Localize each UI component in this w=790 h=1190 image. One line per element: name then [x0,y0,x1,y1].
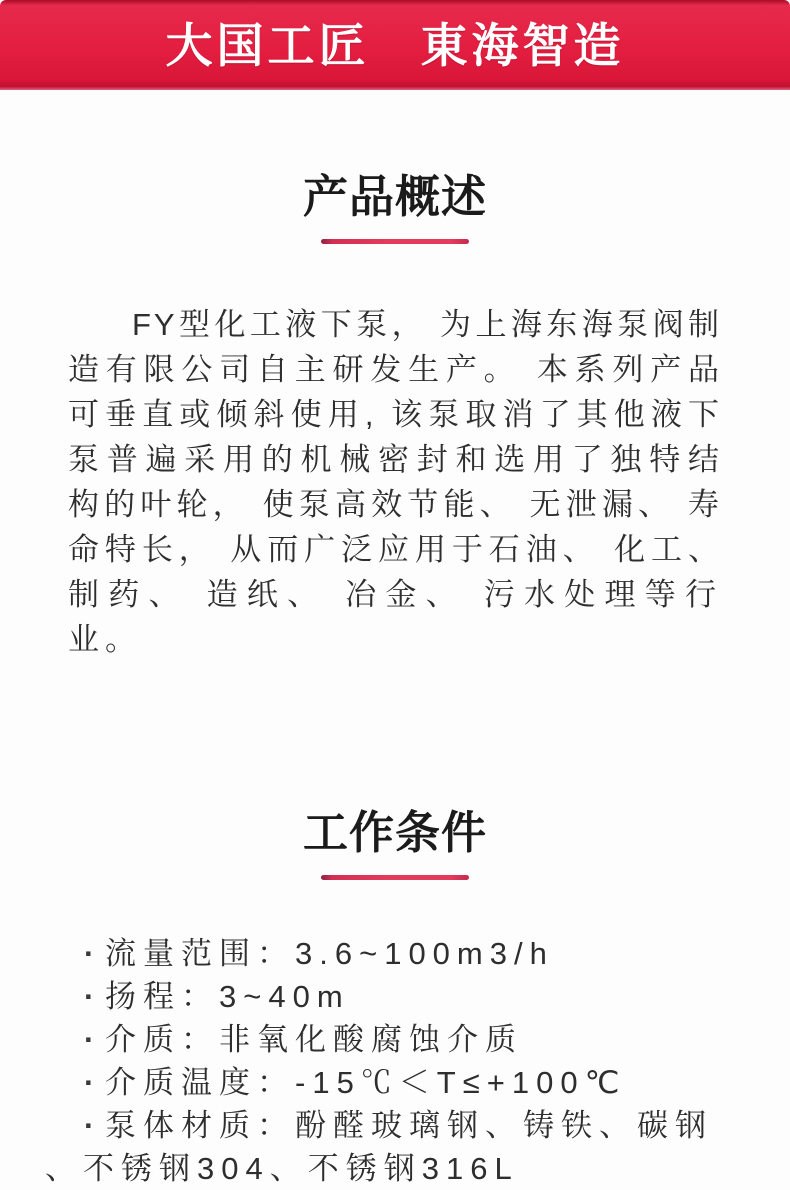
banner-title: 大国工匠 東海智造 [165,18,625,72]
list-item [0,1018,790,1061]
section-conditions [0,806,790,1190]
list-item-text: 泵体材质：酚醛玻璃钢、铸铁、碳钢 [105,1108,713,1144]
conditions-heading: 工作条件 [302,807,487,859]
paragraph-line: 造有限公司自主研发生产。 本系列产品 [68,352,722,388]
bullet-icon: · [84,979,95,1015]
bullet-icon: · [84,1022,95,1058]
overview-heading-underline [321,239,469,244]
overview-heading: 产品概述 [302,171,487,222]
list-item [0,932,790,975]
list-item [0,975,790,1018]
paragraph-line: 可垂直或倾斜使用, 该泵取消了其他液下 [68,397,722,433]
list-item [0,1104,790,1147]
bullet-icon: · [84,1108,95,1144]
section-overview [0,170,790,662]
header-banner [0,0,790,90]
list-item-text: 介质温度：-15℃＜T≤+100℃ [105,1065,627,1101]
list-item-continuation [0,1147,790,1190]
overview-paragraph [68,302,722,662]
paragraph-line: 制药、 造纸、 冶金、 污水处理等行业。 [68,577,722,658]
bullet-icon: · [84,1065,95,1101]
paragraph-line: 泵普遍采用的机械密封和选用了独特结 [68,442,722,478]
list-item-text: 介质：非氧化酸腐蚀介质 [105,1022,523,1058]
list-item-text: 扬程：3~40m [105,979,350,1015]
paragraph-line: 构的叶轮， 使泵高效节能、 无泄漏、 寿 [68,487,722,523]
paragraph-line: 命特长， 从而广泛应用于石油、 化工、 [68,532,722,568]
conditions-heading-underline [321,875,469,880]
list-item-text: 流量范围：3.6~100m3/h [105,936,554,972]
list-item-text: 、不锈钢304、不锈钢316L [45,1151,519,1187]
bullet-icon: · [84,936,95,972]
paragraph-line: FY型化工液下泵， 为上海东海泵阀制 [132,307,722,343]
conditions-list [0,932,790,1190]
list-item [0,1061,790,1104]
